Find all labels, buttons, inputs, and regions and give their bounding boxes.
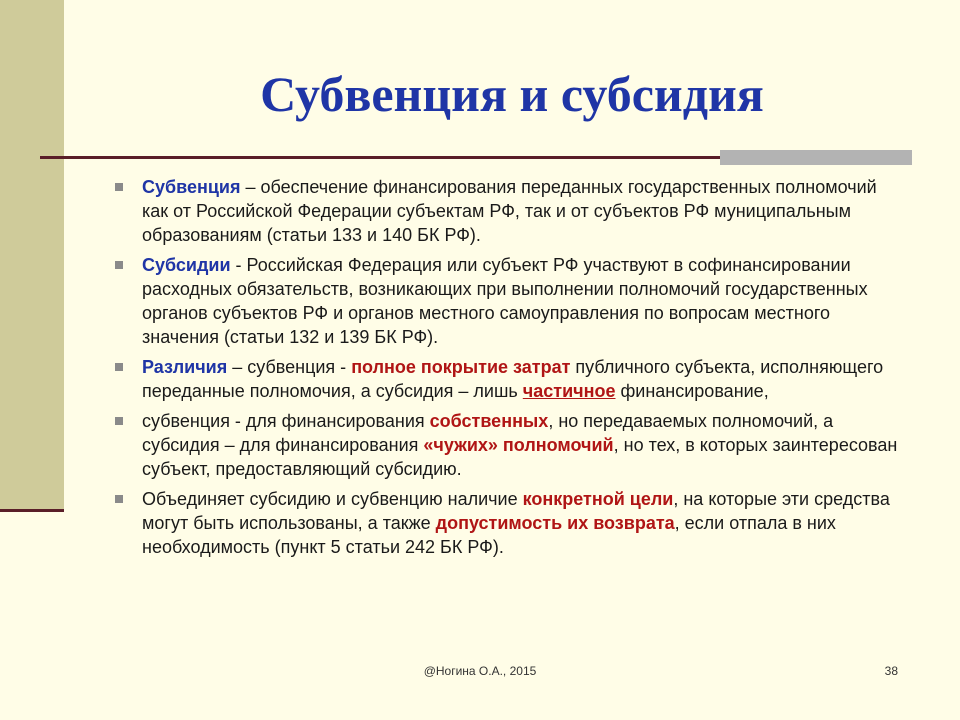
bullet-text: финансирование, — [615, 381, 769, 401]
page-number: 38 — [884, 664, 898, 678]
square-bullet-icon — [115, 417, 123, 425]
highlight-full-coverage: полное покрытие затрат — [351, 357, 571, 377]
square-bullet-icon — [115, 363, 123, 371]
title-accent-bar — [720, 150, 912, 165]
term-differences: Различия — [142, 357, 228, 377]
term-subsidies: Субсидии — [142, 255, 231, 275]
bullet-text: Объединяет субсидию и субвенцию наличие — [142, 489, 523, 509]
bullet-text: , если отпала в них необходимость (пункт 5 статьи 242 БК РФ). — [142, 513, 836, 557]
square-bullet-icon — [115, 261, 123, 269]
term-subvention: Субвенция — [142, 177, 241, 197]
highlight-others-powers: «чужих» полномочий — [423, 435, 614, 455]
side-decoration-band — [0, 0, 64, 512]
square-bullet-icon — [115, 183, 123, 191]
highlight-own: собственных — [429, 411, 549, 431]
bullet-differences — [110, 355, 900, 403]
highlight-partial: частичное — [522, 381, 616, 401]
bullet-text: субвенция - для финансирования — [142, 411, 430, 431]
bullet-subsidy-definition — [110, 253, 900, 349]
bullet-text: – обеспечение финансирования переданных государственных полномочий как от Российской Федерации субъектам РФ, так и от субъектов РФ муниципальным образованиям (статьи 133 и 140 БК РФ). — [142, 177, 877, 245]
bullet-text: , но тех, в которых заинтересован субъект, предоставляющий субсидию. — [142, 435, 898, 479]
bullet-text: , на которые эти средства могут быть использованы, а также — [142, 489, 890, 533]
bullet-text: публичного субъекта, исполняющего переданные полномочия, а субсидия – лишь — [142, 357, 884, 401]
bullet-text: - Российская Федерация или субъект РФ участвуют в софинансировании расходных обязательств, возникающих при выполнении полномочий государственных органов субъектов РФ и органов местного самоуправления по вопросам местного значения (статьи 132 и 139 БК РФ). — [142, 255, 868, 347]
bullet-text: , но передаваемых полномочий, а субсидия – для финансирования — [142, 411, 834, 455]
bullet-subvention-definition — [110, 175, 900, 247]
square-bullet-icon — [115, 495, 123, 503]
slide-content — [110, 175, 900, 565]
highlight-return-admissibility: допустимость их возврата — [435, 513, 675, 533]
slide-title: Субвенция и субсидия — [260, 66, 764, 122]
bullet-text: – субвенция - — [227, 357, 352, 377]
bullet-purpose-comparison — [110, 409, 900, 481]
bullet-common-features — [110, 487, 900, 559]
footer-copyright: @Ногина О.А., 2015 — [423, 664, 537, 678]
highlight-specific-goal: конкретной цели — [522, 489, 674, 509]
side-band-underline — [0, 509, 64, 512]
